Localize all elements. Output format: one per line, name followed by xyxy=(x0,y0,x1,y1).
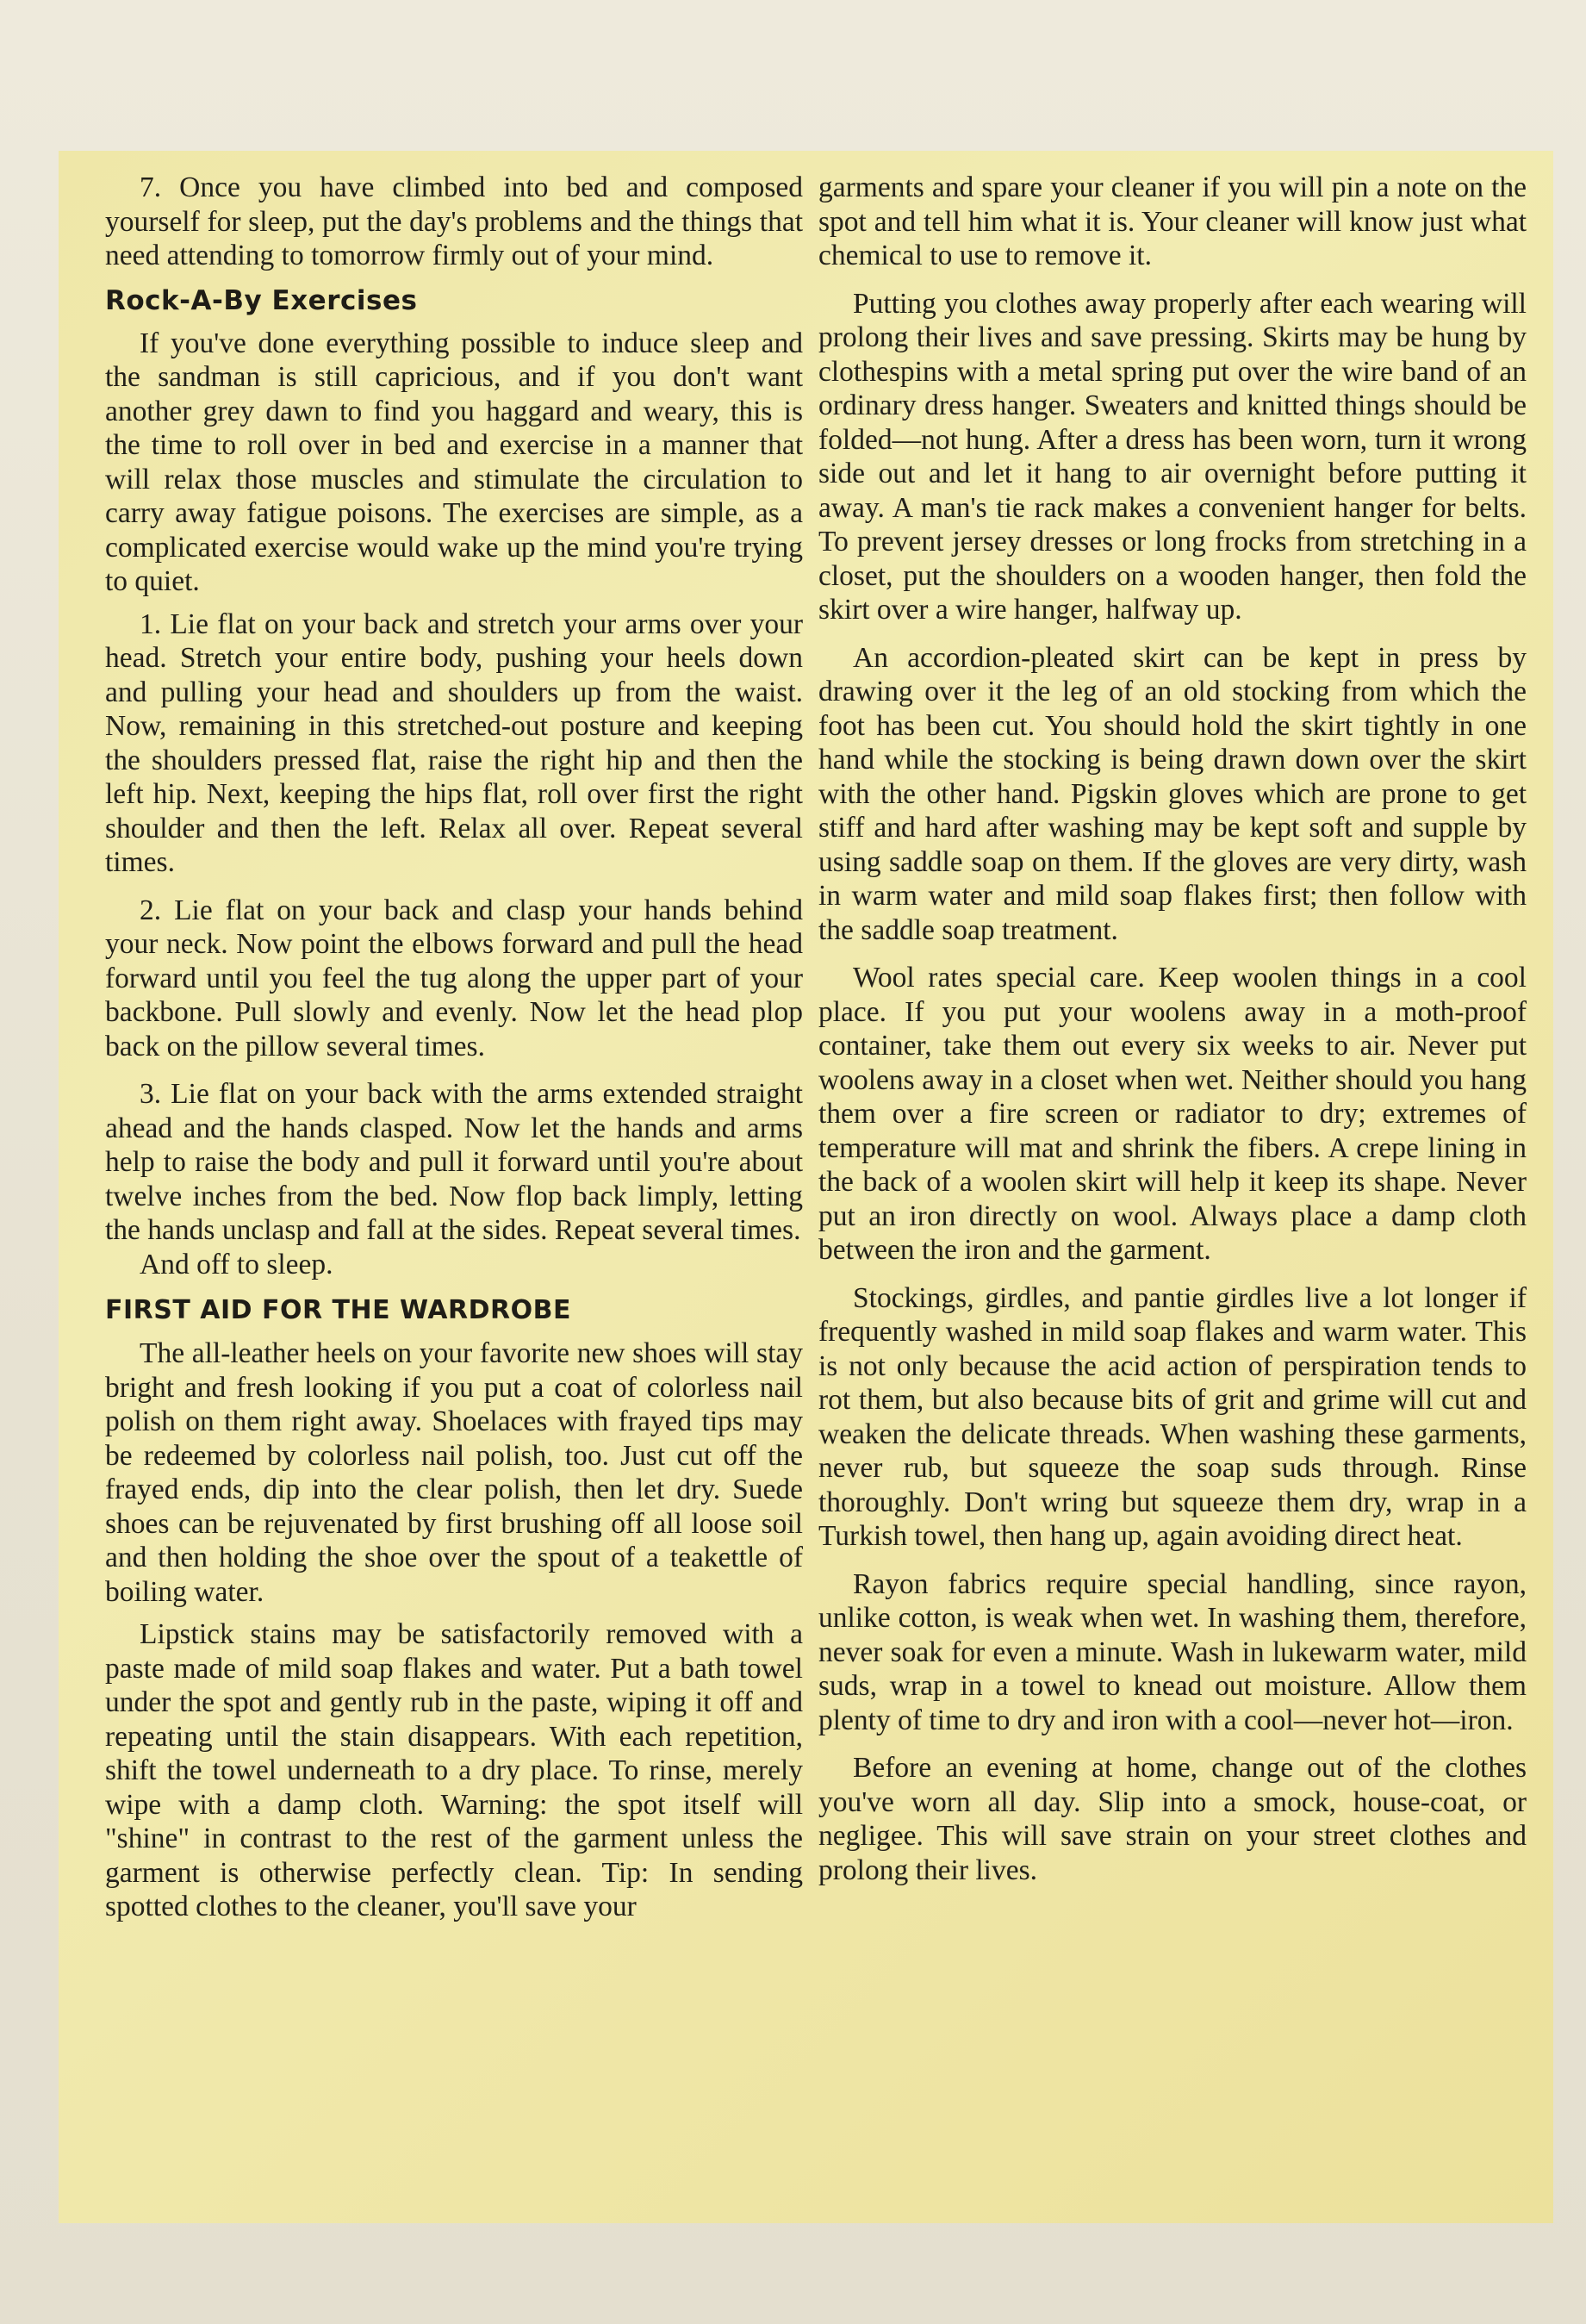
paragraph-exercise-3: 3. Lie flat on your back with the arms extended straight ahead and the hands clasped. Now let the hands and arms help to raise the body and pull it forward until you're about twelve inches from the bed. Now flop back limply, letting the hands unclasp and fall at the sides. Repeat several times. xyxy=(105,1078,803,1246)
paragraph-exercises-intro: If you've done everything possible to induce sleep and the sandman is still capricious, and if you don't want another grey dawn to find you haggard and weary, this is the time to roll over in bed and exercise in a manner that will relax those muscles and stimulate the circulation to carry away fatigue poisons. The exercises are simple, as a complicated exercise would wake up the mind you're trying to quiet. xyxy=(105,327,803,597)
paragraph-exercise-2: 2. Lie flat on your back and clasp your hands behind your neck. Now point the elbows forward and pull the head forward until you feel the tug along the upper part of your backbone. Pull slowly and evenly. Now let the head plop back on the pillow several times. xyxy=(105,894,803,1062)
heading-rock-a-by-exercises: Rock-A-By Exercises xyxy=(105,284,418,316)
paragraph-off-to-sleep: And off to sleep. xyxy=(140,1248,333,1280)
paragraph-step-7: 7. Once you have climbed into bed and composed yourself for sleep, put the day's problems and the things that need attending to tomorrow firmly out of your mind. xyxy=(105,171,803,271)
paragraph-putting-clothes-away: Putting you clothes away properly after each wearing will prolong their lives and save pressing. Skirts may be hung by clothespins with a metal spring put over the wire band of an ordinary dress hanger. Sweaters and knitted things should be folded—not hung. After a dress has been worn, turn it wrong side out and let it hang to air overnight before putting it away. A man's tie rack makes a convenient hanger for belts. To prevent jersey dresses or long frocks from stretching in a closet, put the shoulders on a wooden hanger, then fold the skirt over a wire hanger, halfway up. xyxy=(818,287,1527,626)
paragraph-accordion-skirt: An accordion-pleated skirt can be kept in press by drawing over it the leg of an old stocking from which the foot has been cut. You should hold the skirt tightly in one hand while the stocking is being drawn down over the skirt with the other hand. Pigskin gloves which are prone to get stiff and hard after washing may be kept soft and supple by using saddle soap on them. If the gloves are very dirty, wash in warm water and mild soap flakes first; then follow with the saddle soap treatment. xyxy=(818,641,1527,946)
left-column xyxy=(105,171,803,1938)
right-column xyxy=(818,171,1527,1901)
paragraph-heels: The all-leather heels on your favorite new shoes will stay bright and fresh looking if you put a coat of colorless nail polish on them right away. Shoelaces with frayed tips may be redeemed by colorless nail polish, too. Just cut off the frayed ends, dip into the clear polish, then let dry. Suede shoes can be rejuvenated by first brushing off all loose soil and then holding the shoe over the spout of a teakettle of boiling water. xyxy=(105,1337,803,1608)
paragraph-stockings: Stockings, girdles, and pantie girdles live a lot longer if frequently washed in mild soap flakes and warm water. This is not only because the acid action of perspiration tends to rot them, but also because bits of grit and grime will cut and weaken the delicate threads. When washing these garments, never rub, but squeeze the soap suds through. Rinse thoroughly. Don't wring but squeeze them dry, wrap in a Turkish towel, then hang up, again avoiding direct heat. xyxy=(818,1281,1527,1552)
paragraph-rayon: Rayon fabrics require special handling, since rayon, unlike cotton, is weak when wet. In washing them, therefore, never soak for even a minute. Wash in lukewarm water, mild suds, wrap in a towel to knead out moisture. Allow them plenty of time to dry and iron with a cool—never hot—iron. xyxy=(818,1567,1527,1736)
paragraph-evening-at-home: Before an evening at home, change out of the clothes you've worn all day. Slip into a smock, house-coat, or negligee. This will save strain on your street clothes and prolong their lives. xyxy=(818,1752,1527,1886)
heading-first-aid-for-the-wardrobe: FIRST AID FOR THE WARDROBE xyxy=(105,1295,571,1325)
paragraph-cleaner-continuation: garments and spare your cleaner if you will pin a note on the spot and tell him what it is. Your cleaner will know just what chemical to use to remove it. xyxy=(818,171,1527,271)
paragraph-lipstick: Lipstick stains may be satisfactorily removed with a paste made of mild soap flakes and water. Put a bath towel under the spot and gently rub in the paste, wiping it off and repeating until the stain disappears. With each repetition, shift the towel underneath to a dry place. To rinse, merely wipe with a damp cloth. Warning: the spot itself will "shine" in contrast to the rest of the garment unless the garment is otherwise perfectly clean. Tip: In sending spotted clothes to the cleaner, you'll save your xyxy=(105,1618,803,1922)
paragraph-exercise-1: 1. Lie flat on your back and stretch your arms over your head. Stretch your entire body, pushing your heels down and pulling your head and shoulders up from the waist. Now, remaining in this stretched-out posture and keeping the shoulders pressed flat, raise the right hip and then the left hip. Next, keeping the hips flat, roll over first the right shoulder and then the left. Relax all over. Repeat several times. xyxy=(105,607,803,878)
paragraph-wool-care: Wool rates special care. Keep woolen things in a cool place. If you put your woolens away in a moth-proof container, take them out every six weeks to air. Never put woolens away in a closet when wet. Neither should you hang them over a fire screen or radiator to dry; extremes of temperature will mat and shrink the fibers. A crepe lining in the back of a woolen skirt will help it keep its shape. Never put an iron directly on wool. Always place a damp cloth between the iron and the garment. xyxy=(818,962,1527,1266)
